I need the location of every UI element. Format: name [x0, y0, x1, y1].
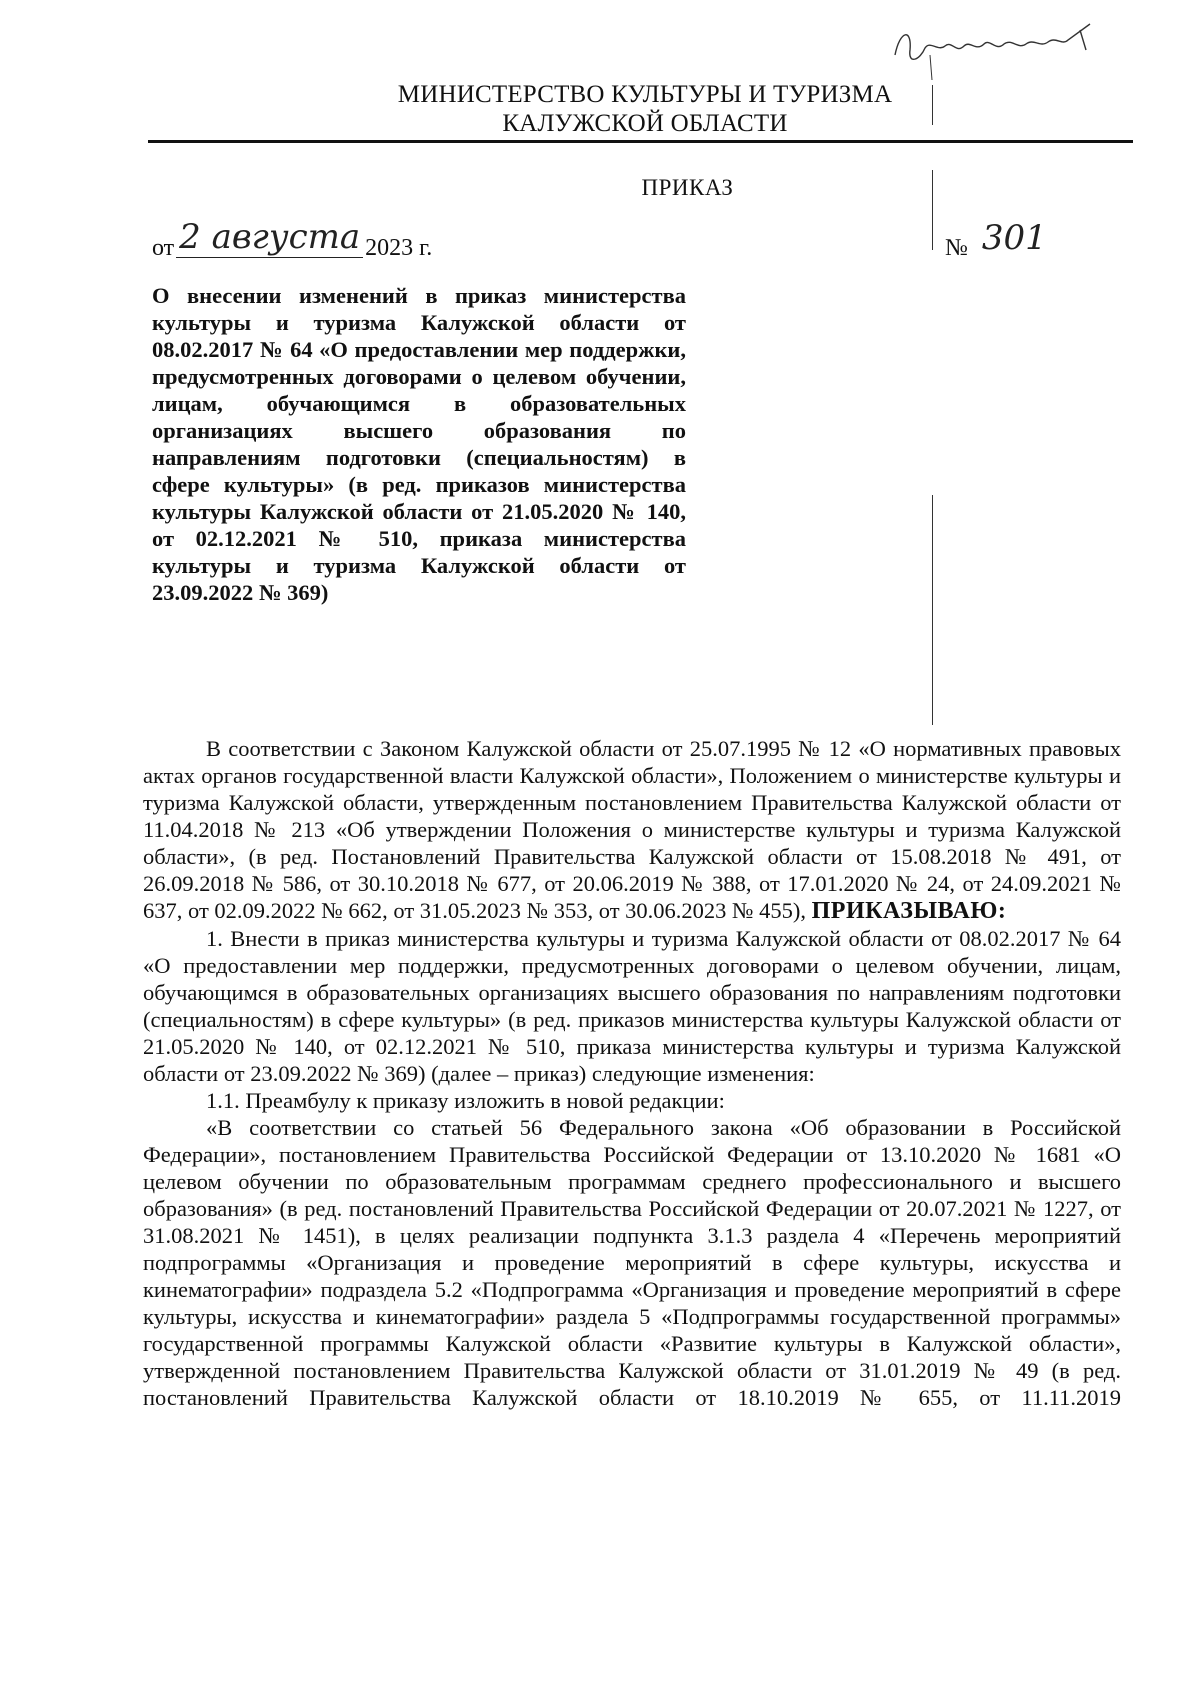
date-prefix: от — [152, 235, 175, 261]
item-1-paragraph: 1. Внести в приказ министерства культуры и туризма Калужской области от 08.02.2017 № 64 «О предоставлении мер поддержки, предусмотренных договорами о целевом обучении, лицам, обучающимся в образовательных организациях высшего образования по направлениям подготовки (специальностям) в сфере культуры» (в ред. приказов министерства культуры Калужской области от 21.05.2020 № 140, от 02.12.2021 № 510, приказа министерства культуры и туризма Калужской области от 23.09.2022 № 369) (далее – приказ) следующие изменения: — [143, 926, 1121, 1086]
order-subject: О внесении изменений в приказ министерства культуры и туризма Калужской области от 08.02.2017 № 64 «О предоставлении мер поддержки, предусмотренных договорами о целевом обучении, лицам, обучающимся в образовательных организациях высшего образования по направлениям подготовки (специальностям) в сфере культуры» (в ред. приказов министерства культуры Калужской области от 21.05.2020 № 140, от 02.12.2021 № 510, приказа министерства культуры и туризма Калужской области от 23.09.2022 № 369) — [152, 283, 686, 605]
handwritten-signature-mark — [890, 10, 1100, 80]
date-suffix: 2023 г. — [365, 235, 433, 261]
order-word: ПРИКАЗЫВАЮ: — [811, 898, 1007, 924]
document-date — [152, 217, 433, 262]
ministry-name-line1: МИНИСТЕРСТВО КУЛЬТУРЫ И ТУРИЗМА — [397, 81, 893, 108]
ministry-header — [385, 80, 905, 138]
document-type-title: ПРИКАЗ — [641, 175, 734, 200]
number-handwritten: 301 — [981, 218, 1047, 258]
document-number — [945, 218, 1049, 262]
date-handwritten: 2 августа — [176, 217, 363, 258]
header-rule — [148, 140, 1133, 143]
order-body — [143, 735, 1121, 1411]
quoted-preamble-paragraph: «В соответствии со статьей 56 Федерального закона «Об образовании в Российской Федерации», постановлением Правительства Российской Федерации от 13.10.2020 № 1681 «О целевом обучении по образовательным программам среднего профессионального и высшего образования» (в ред. постановлений Правительства Российской Федерации от 20.07.2021 № 1227, от 31.08.2021 № 1451), в целях реализации подпункта 3.1.3 раздела 4 «Перечень мероприятий подпрограммы «Организация и проведение мероприятий в сфере культуры, искусства и кинематографии» подраздела 5.2 «Подпрограмма «Организация и проведение мероприятий в сфере культуры, искусства и кинематографии» раздела 5 «Подпрограммы государственной программы» государственной программы Калужской области «Развитие культуры в Калужской области», утвержденной постановлением Правительства Калужской области от 31.01.2019 № 49 (в ред. постановлений Правительства Калужской области от 18.10.2019 № 655, от 11.11.2019 — [143, 1115, 1121, 1410]
preamble-paragraph: В соответствии с Законом Калужской области от 25.07.1995 № 12 «О нормативных правовых актах органов государственной власти Калужской области», Положением о министерстве культуры и туризма Калужской области, утвержденным постановлением Правительства Калужской области от 11.04.2018 № 213 «Об утверждении Положения о министерстве культуры и туризма Калужской области», (в ред. Постановлений Правительства Калужской области от 15.08.2018 № 491, от 26.09.2018 № 586, от 30.10.2018 № 677, от 20.06.2019 № 388, от 17.01.2020 № 24, от 24.09.2021 № 637, от 02.09.2022 № 662, от 31.05.2023 № 353, от 30.06.2023 № 455), — [143, 736, 1121, 923]
ministry-name-line2: КАЛУЖСКОЙ ОБЛАСТИ — [502, 110, 788, 137]
scan-artifact-line — [932, 85, 933, 125]
scan-artifact-line — [932, 170, 933, 250]
number-prefix: № — [945, 235, 968, 261]
item-1-1-paragraph: 1.1. Преамбулу к приказу изложить в новой редакции: — [206, 1088, 725, 1113]
scan-artifact-line — [932, 495, 933, 725]
